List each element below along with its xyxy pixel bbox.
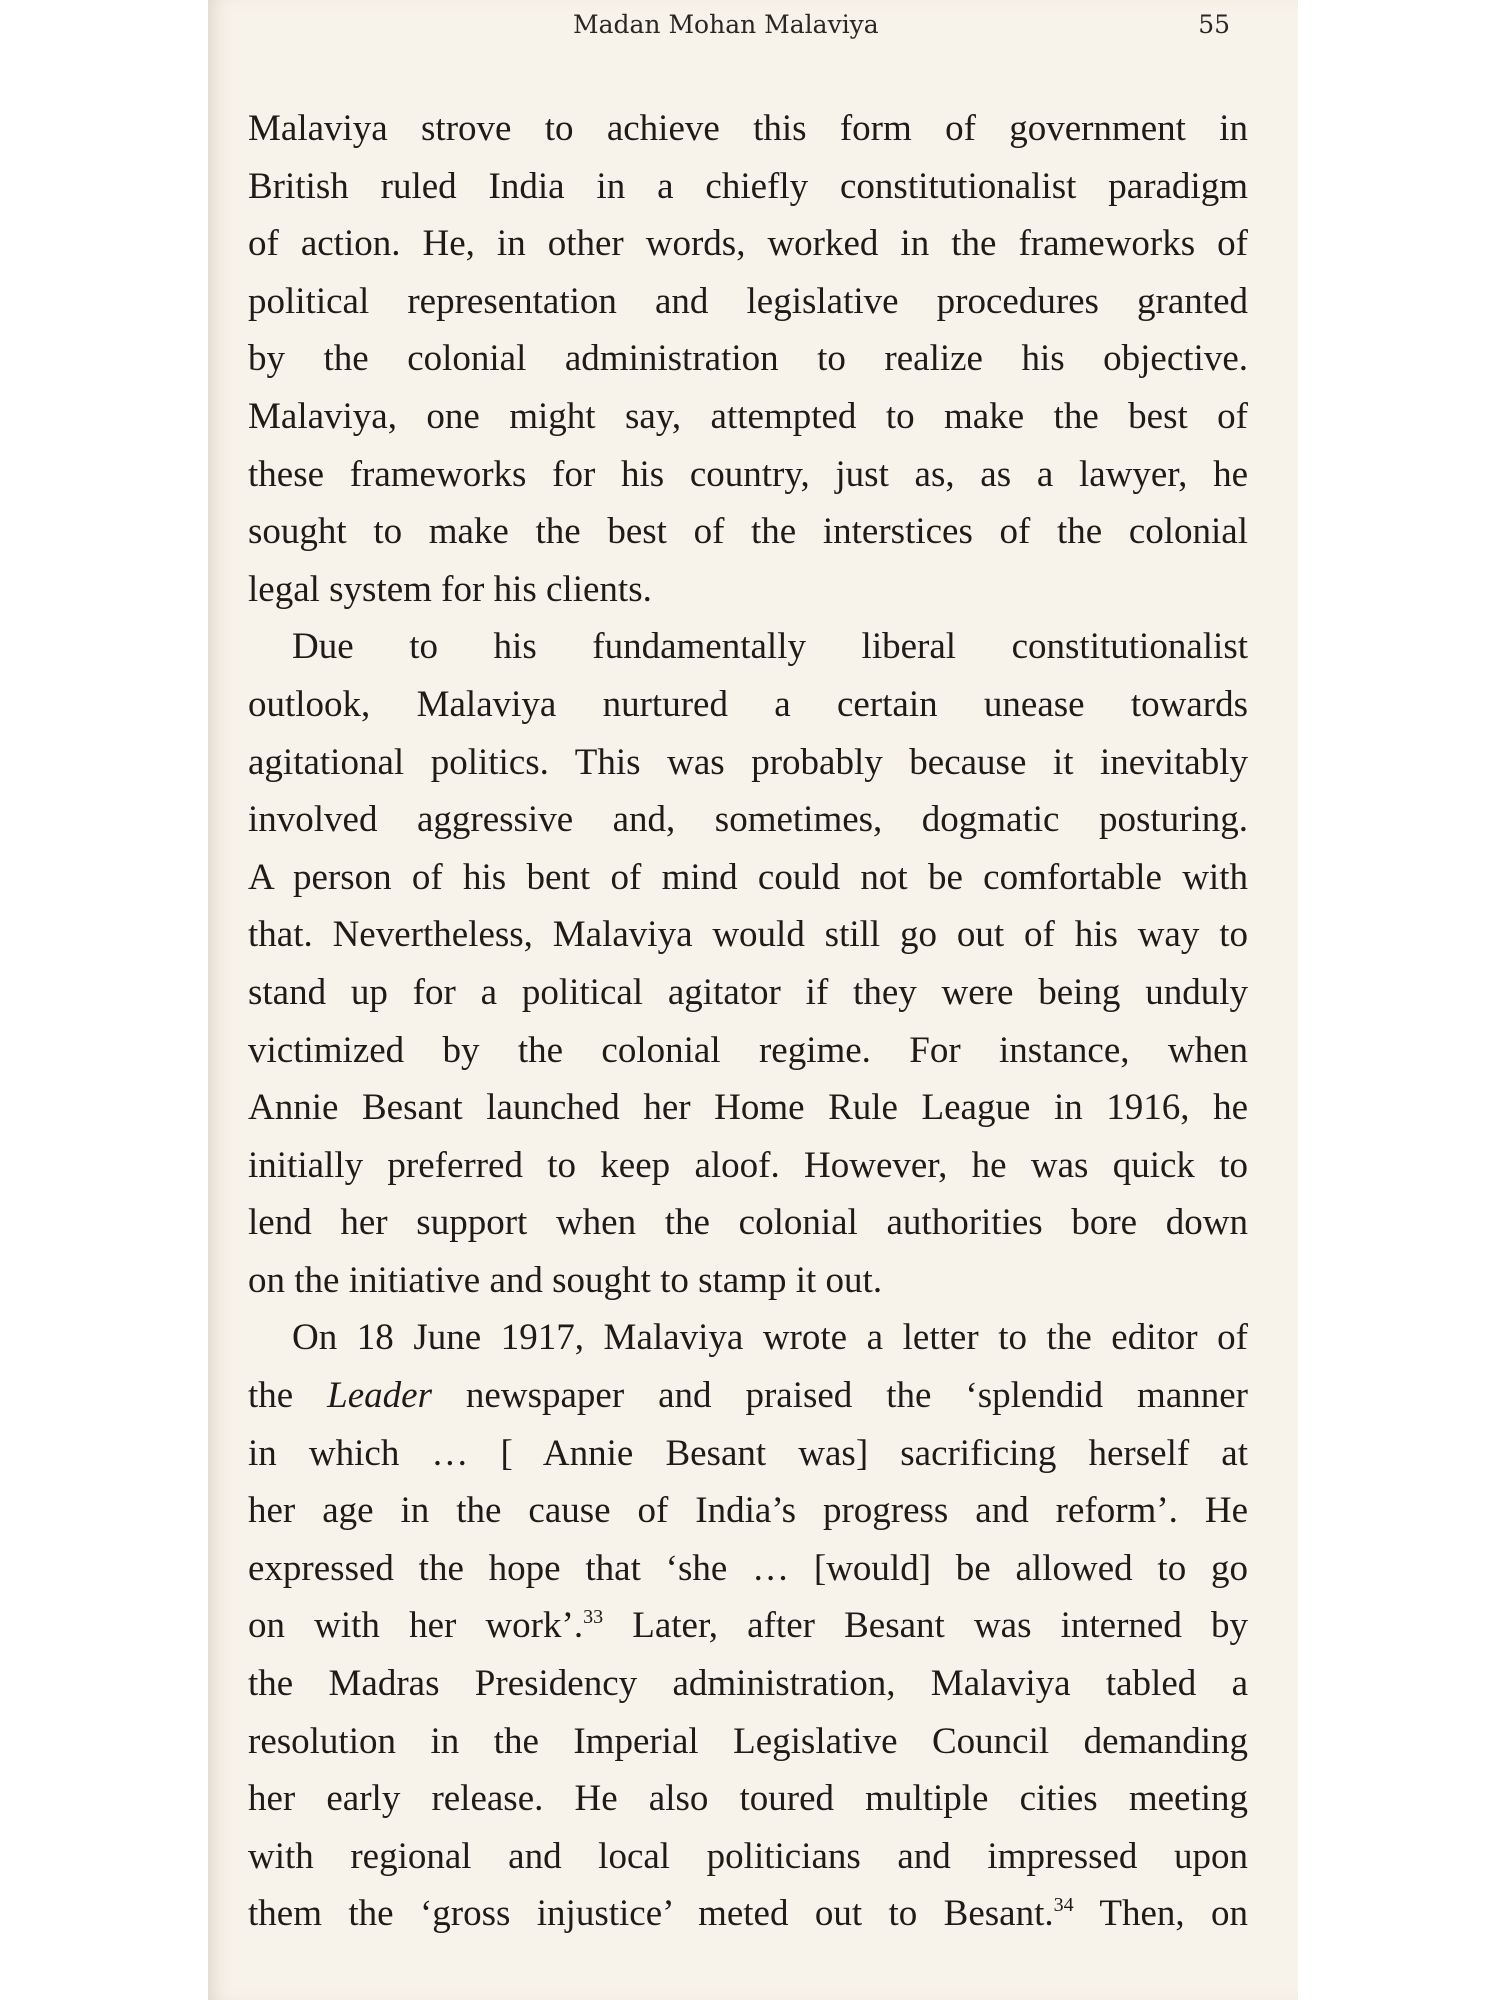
- running-head: [208, 10, 1298, 50]
- text-line: Annie Besant launched her Home Rule League in 1916, he: [248, 1087, 1248, 1129]
- footnote-ref-34: 34: [1053, 1894, 1074, 1917]
- text-line: her early release. He also toured multiple cities meeting: [248, 1778, 1248, 1820]
- text-line: Malaviya, one might say, attempted to make the best of: [248, 395, 1248, 437]
- text-line: agitational politics. This was probably because it inevitably: [248, 741, 1248, 783]
- text-run: them the ‘gross injustice’ meted out to Besant.: [248, 1893, 1054, 1935]
- text-run: on with her work’.: [248, 1605, 584, 1647]
- text-line: Due to his fundamentally liberal constitutionalist: [292, 626, 1248, 668]
- newspaper-title: Leader: [327, 1375, 432, 1417]
- text-line: British ruled India in a chiefly constitutionalist paradigm: [248, 165, 1248, 207]
- paragraph-3: [248, 1309, 1248, 1943]
- text-line: involved aggressive and, sometimes, dogmatic posturing.: [248, 799, 1248, 841]
- text-line: On 18 June 1917, Malaviya wrote a letter to the editor of: [292, 1317, 1248, 1359]
- body-text: [248, 100, 1248, 1943]
- paragraph-1: [248, 100, 1248, 618]
- text-line: of action. He, in other words, worked in the frameworks of: [248, 223, 1248, 265]
- text-line: by the colonial administration to realize his objective.: [248, 338, 1248, 380]
- paragraph-2: [248, 618, 1248, 1309]
- running-title: Madan Mohan Malaviya: [573, 10, 879, 39]
- text-line: that. Nevertheless, Malaviya would still go out of his way to: [248, 914, 1248, 956]
- text-line: in which … [ Annie Besant was] sacrificing herself at: [248, 1432, 1248, 1474]
- text-line: these frameworks for his country, just as, as a lawyer, he: [248, 453, 1248, 495]
- text-run: Then, on: [1073, 1893, 1249, 1935]
- text-line: stand up for a political agitator if they were being unduly: [248, 971, 1248, 1013]
- text-line: with regional and local politicians and impressed upon: [248, 1835, 1248, 1877]
- text-line: [248, 1597, 1248, 1655]
- text-line: legal system for his clients.: [248, 568, 652, 610]
- text-line: Malaviya strove to achieve this form of government in: [248, 108, 1248, 149]
- text-run: the: [248, 1375, 328, 1417]
- text-line: her age in the cause of India’s progress and reform’. He: [248, 1490, 1248, 1532]
- text-line: on the initiative and sought to stamp it out.: [248, 1259, 883, 1301]
- text-line: lend her support when the colonial authorities bore down: [248, 1202, 1248, 1244]
- page-number: 55: [1198, 10, 1230, 39]
- book-page: [208, 0, 1298, 2000]
- text-line: political representation and legislative procedures granted: [248, 280, 1248, 322]
- text-line: the Madras Presidency administration, Malaviya tabled a: [248, 1663, 1248, 1705]
- text-run: Later, after Besant was interned by: [603, 1605, 1248, 1647]
- text-line: outlook, Malaviya nurtured a certain unease towards: [248, 683, 1248, 725]
- text-run: newspaper and praised the ‘splendid manner: [431, 1375, 1249, 1417]
- text-line: victimized by the colonial regime. For instance, when: [248, 1029, 1248, 1071]
- text-line: [248, 1367, 1248, 1425]
- footnote-ref-33: 33: [583, 1606, 604, 1629]
- text-line: A person of his bent of mind could not be comfortable with: [248, 856, 1248, 898]
- text-line: sought to make the best of the interstices of the colonial: [248, 511, 1248, 553]
- text-line: initially preferred to keep aloof. However, he was quick to: [248, 1144, 1248, 1186]
- text-line: [248, 1885, 1248, 1943]
- text-line: resolution in the Imperial Legislative Council demanding: [248, 1720, 1248, 1762]
- text-line: expressed the hope that ‘she … [would] be allowed to go: [248, 1547, 1248, 1589]
